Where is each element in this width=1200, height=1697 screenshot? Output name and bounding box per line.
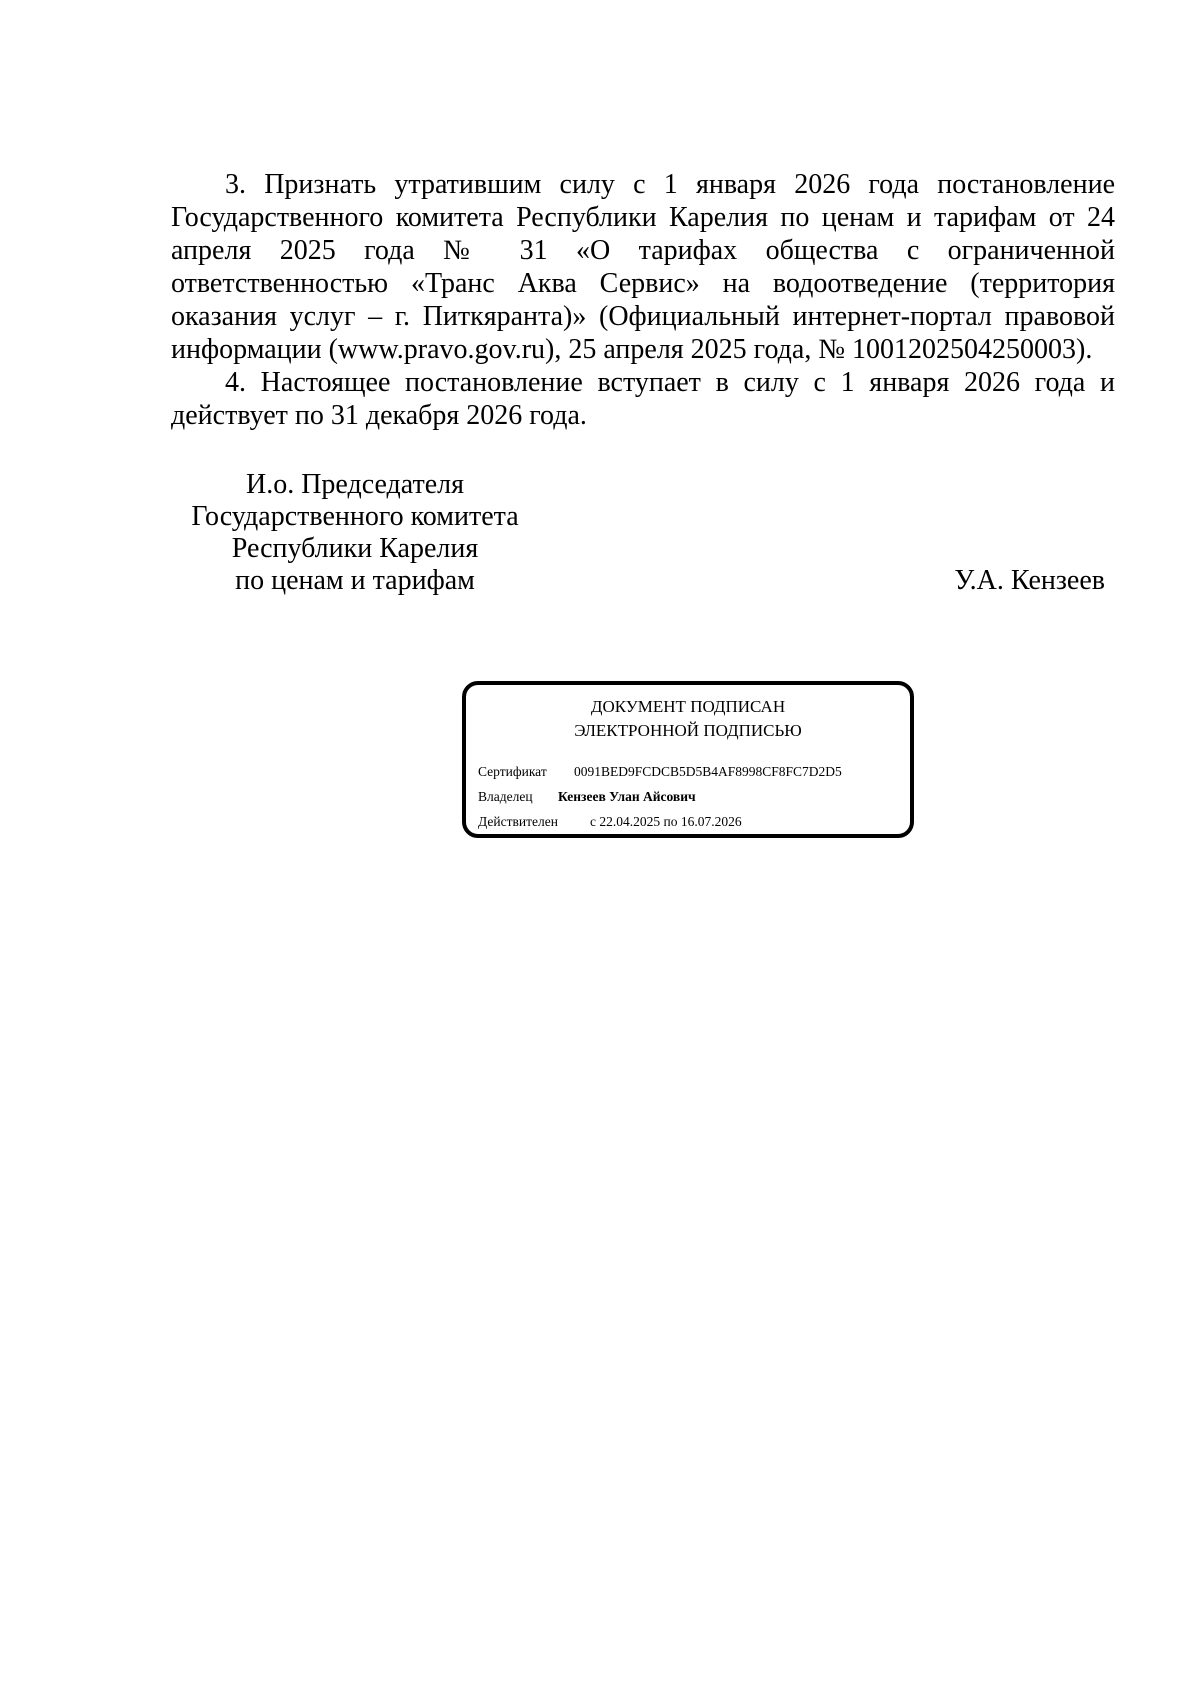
stamp-title-line: ДОКУМЕНТ ПОДПИСАН: [590, 697, 786, 716]
position-line: по ценам и тарифам: [235, 565, 475, 596]
position-line: Государственного комитета: [191, 501, 519, 532]
certificate-value: 0091BED9FCDCB5D5B4AF8998CF8FC7D2D5: [574, 764, 842, 779]
signatory-name: У.А. Кензеев: [954, 565, 1105, 596]
validity-row: [478, 813, 742, 831]
validity-value: с 22.04.2025 по 16.07.2026: [590, 814, 742, 829]
owner-label: Владелец: [478, 789, 533, 804]
validity-label: Действителен: [478, 814, 558, 829]
stamp-title-line: ЭЛЕКТРОННОЙ ПОДПИСЬЮ: [574, 721, 802, 740]
stamp-title: [466, 695, 910, 743]
document-body: [171, 168, 1115, 432]
position-line: И.о. Председателя: [245, 469, 465, 500]
certificate-label: Сертификат: [478, 764, 547, 779]
certificate-row: [478, 763, 842, 781]
owner-row: [478, 788, 696, 806]
owner-value: Кензеев Улан Айсович: [558, 789, 696, 804]
position-line: Республики Карелия: [231, 533, 479, 564]
paragraph-4: 4. Настоящее постановление вступает в силу с 1 января 2026 года и действует по 31 декабря 2026 года.: [171, 367, 1115, 431]
paragraph-3: 3. Признать утратившим силу с 1 января 2026 года постановление Государственного комитета Республики Карелия по ценам и тарифам от 24 апреля 2025 года № 31 «О тарифах общества с ограниченной ответственностью «Транс Аква Сервис» на водоотведение (территория оказания услуг – г. Питкяранта)» (Официальный интернет-портал правовой информации (www.pravo.gov.ru), 25 апреля 2025 года, № 1001202504250003).: [171, 169, 1115, 365]
electronic-signature-stamp: [462, 681, 914, 838]
signatory-position: [171, 469, 539, 597]
